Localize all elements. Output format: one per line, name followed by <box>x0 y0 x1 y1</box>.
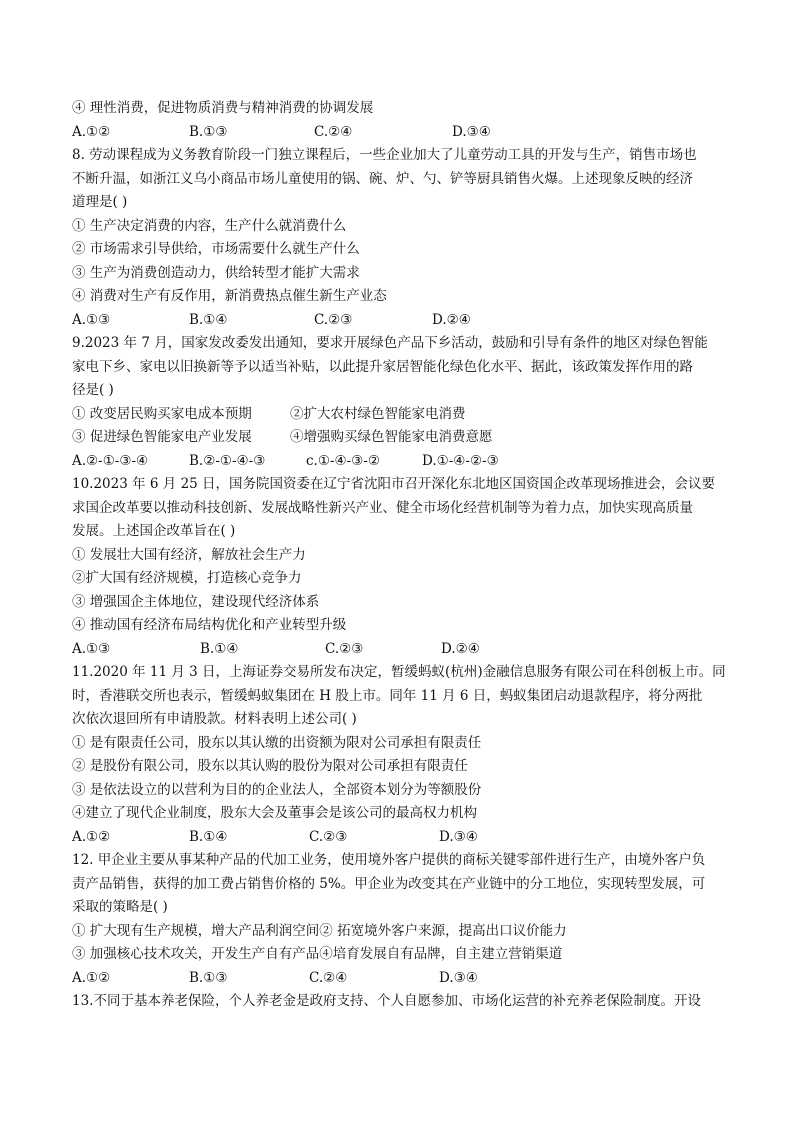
q8-item-1: ① 生产决定消费的内容，生产什么就消费什么 <box>72 217 347 234</box>
q9-items-row-1 <box>72 403 732 427</box>
q10-item-2: ②扩大国有经济规模，打造核心竞争力 <box>72 570 302 586</box>
q12-options <box>72 967 732 991</box>
q12-stem-line-2: 责产品销售，获得的加工费占销售价格的 5%。甲企业为改变其在产业链中的分工地位，实现转型发展，可 <box>72 875 706 892</box>
q12-option-d[interactable]: D.③④ <box>439 969 478 986</box>
q8-item-2: ② 市场需求引导供给，市场需要什么就生产什么 <box>72 241 360 257</box>
q11-stem-line-1: 11.2020 年 11 月 3 日，上海证券交易所发布决定，暂缓蚂蚁(杭州)金融信息服务有限公司在科创板上市。同 <box>72 664 726 680</box>
q10-option-d[interactable]: D.②④ <box>441 640 480 657</box>
q9-option-a[interactable]: A.②-①-③-④ <box>72 452 149 469</box>
q10-option-a[interactable]: A.①③ <box>72 640 111 657</box>
q8-option-b[interactable]: B.①④ <box>189 311 228 328</box>
q11-options <box>72 826 732 850</box>
q9-stem-line-3: 径是( ) <box>72 382 114 398</box>
q11-item-2: ② 是股份有限公司，股东以其认购的股份为限对公司承担有限责任 <box>72 758 468 774</box>
q8-option-d[interactable]: D.②④ <box>432 311 471 328</box>
q8-stem-line-2: 不断升温，如浙江义乌小商品市场儿童使用的锅、碗、炉、勺、铲等厨具销售火爆。上述现象反映的经济 <box>72 170 693 187</box>
q10-item-1: ① 发展壮大国有经济，解放社会生产力 <box>72 546 306 563</box>
q11-item-1: ① 是有限责任公司，股东以其认缴的出资额为限对公司承担有限责任 <box>72 734 482 751</box>
q9-item-2: ②扩大农村绿色智能家电消费 <box>290 405 466 422</box>
q12-option-b[interactable]: B.①③ <box>189 969 228 986</box>
q9-option-d[interactable]: D.①-④-②-③ <box>422 452 499 469</box>
q11-option-a[interactable]: A.①② <box>72 828 111 845</box>
q12-stem-line-3: 采取的策略是( ) <box>72 899 168 915</box>
q9-item-4: ④增强购买绿色智能家电消费意愿 <box>290 429 493 445</box>
q9-stem-line-1: 9.2023 年 7 月，国家发改委发出通知，要求开展绿色产品下乡活动，鼓励和引导有条件的地区对绿色智能 <box>72 335 708 351</box>
q11-option-d[interactable]: D.③④ <box>439 828 478 845</box>
q8-stem-line-3: 道理是( ) <box>72 194 128 210</box>
q8-item-3: ③ 生产为消费创造动力，供给转型才能扩大需求 <box>72 264 360 281</box>
q9-item-1: ① 改变居民购买家电成本预期 <box>72 405 252 422</box>
q8-stem-line-1: 8. 劳动课程成为义务教育阶段一门独立课程后，一些企业加大了儿童劳动工具的开发与生产，销售市场也 <box>72 147 697 163</box>
q7-options <box>72 121 732 145</box>
q10-stem-line-3: 发展。上述国企改革旨在( ) <box>72 523 236 539</box>
q10-option-b[interactable]: B.①④ <box>200 640 239 657</box>
q8-item-4: ④ 消费对生产有反作用，新消费热点催生新生产业态 <box>72 288 387 304</box>
q7-option-a[interactable]: A.①② <box>72 123 111 140</box>
q11-item-4: ④建立了现代企业制度，股东大会及董事会是该公司的最高权力机构 <box>72 805 477 821</box>
q7-option-c[interactable]: C.②④ <box>314 123 353 140</box>
q11-option-b[interactable]: B.①④ <box>189 828 228 845</box>
q12-items-row-1: ① 扩大现有生产规模，增大产品利润空间② 拓宽境外客户来源，提高出口议价能力 <box>72 922 567 939</box>
q8-option-a[interactable]: A.①③ <box>72 311 111 328</box>
q11-stem-line-3: 次依次退回所有申请股款。材料表明上述公司( ) <box>72 711 357 727</box>
q9-item-3: ③ 促进绿色智能家电产业发展 <box>72 429 252 445</box>
q9-stem-line-2: 家电下乡、家电以旧换新等予以适当补贴，以此提升家居智能化绿色化水平、据此，该政策发挥作用的路 <box>72 358 693 375</box>
q10-options <box>72 638 732 662</box>
q12-items-row-2: ③ 加强核心技术攻关，开发生产自有产品④培育发展自有品牌，自主建立营销渠道 <box>72 946 563 962</box>
q9-options <box>72 450 732 474</box>
q12-option-c[interactable]: C.②④ <box>309 969 348 986</box>
q10-stem-line-1: 10.2023 年 6 月 25 日，国务院国资委在辽宁省沈阳市召开深化东北地区国资国企改革现场推进会，会议要 <box>72 476 716 492</box>
q11-item-3: ③ 是依法设立的以营利为目的的企业法人，全部资本划分为等额股份 <box>72 781 482 798</box>
q9-option-c[interactable]: c.①-④-③-② <box>306 452 380 469</box>
q7-option-d[interactable]: D.③④ <box>452 123 491 140</box>
q10-item-4: ④ 推动国有经济布局结构优化和产业转型升级 <box>72 617 347 633</box>
q10-option-c[interactable]: C.②③ <box>325 640 364 657</box>
q10-item-3: ③ 增强国企主体地位，建设现代经济体系 <box>72 593 320 610</box>
q10-stem-line-2: 求国企改革要以推动科技创新、发展战略性新兴产业、健全市场化经营机制等为着力点，加快实现高质量 <box>72 499 693 516</box>
q11-option-c[interactable]: C.②③ <box>309 828 348 845</box>
q8-option-c[interactable]: C.②③ <box>314 311 353 328</box>
q7-item-4: ④ 理性消费，促进物质消费与精神消费的协调发展 <box>72 100 374 116</box>
q11-stem-line-2: 时，香港联交所也表示，暂缓蚂蚁集团在 H 股上市。同年 11 月 6 日，蚂蚁集团启动退款程序，将分两批 <box>72 687 703 704</box>
q8-options <box>72 309 732 333</box>
q9-items-row-2 <box>72 426 732 450</box>
q12-stem-line-1: 12. 甲企业主要从事某种产品的代加工业务，使用境外客户提供的商标关键零部件进行生产，由境外客户负 <box>72 852 706 868</box>
q7-option-b[interactable]: B.①③ <box>189 123 228 140</box>
q13-stem-line-1: 13.不同于基本养老保险，个人养老金是政府支持、个人自愿参加、市场化运营的补充养老保险制度。开设 <box>72 993 701 1009</box>
q12-option-a[interactable]: A.①② <box>72 969 111 986</box>
q9-option-b[interactable]: B.②-①-④-③ <box>189 452 266 469</box>
